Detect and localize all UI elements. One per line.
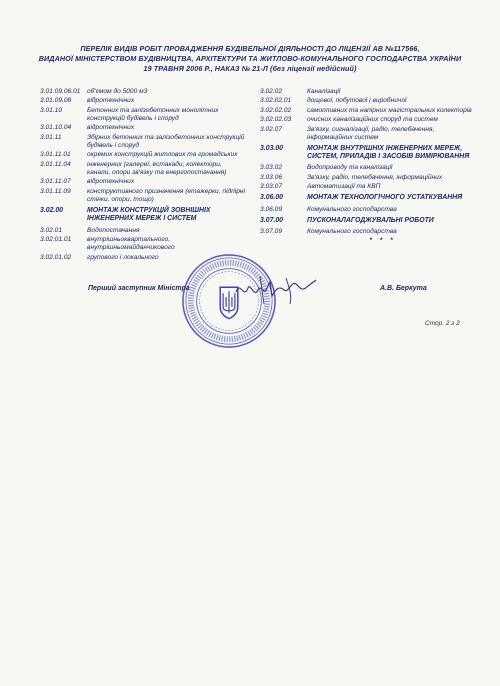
list-item: [40, 88, 245, 96]
item-code: 3.03.07: [260, 183, 282, 191]
list-item: [40, 188, 245, 204]
item-text: Водопостачання: [87, 226, 140, 234]
item-text: Каналізації: [307, 88, 341, 95]
item-text: МОНТАЖ ВНУТРІШНІХ ІНЖЕНЕРНИХ МЕРЕЖ, СИСТЕМ, ПРИЛАДІВ І ЗАСОБІВ ВИМІРЮВАННЯ: [307, 144, 470, 161]
item-code: 3.01.11: [40, 133, 62, 141]
item-code: 3.01.11.04: [40, 160, 71, 168]
list-item: [40, 207, 245, 223]
list-item: [260, 206, 475, 214]
list-item: [40, 124, 245, 132]
item-text: дощової, побутової і виробничої: [307, 97, 407, 105]
item-text: Водопроводу та каналізації: [307, 164, 393, 172]
item-code: 3.07.00: [260, 216, 283, 224]
item-text: очисних каналізаційних споруд та систем: [307, 116, 438, 124]
list-item: [260, 164, 475, 172]
item-code: 3.01.11.07: [40, 178, 71, 186]
item-code: 3.07.09: [260, 227, 282, 235]
item-code: 3.03.06: [260, 173, 282, 181]
item-text: внутрішньоквартального, внутрішньомайданчикового: [87, 235, 175, 252]
item-text: Зв'язку, сигналізації, радіо, телебачення, інформаційних систем: [307, 125, 435, 141]
item-code: 3.01.09.06.01: [40, 88, 81, 95]
list-item: [40, 97, 245, 105]
list-item: [260, 116, 475, 124]
item-code: 3.01.11.01: [40, 151, 71, 159]
list-item: [260, 88, 475, 96]
list-item: [40, 134, 245, 150]
item-code: 3.02.02.03: [260, 116, 292, 124]
item-text: відротехнічних: [87, 97, 135, 105]
item-text: групового і локального: [87, 253, 159, 261]
handwritten-signature: [230, 270, 320, 310]
item-text: самопливних та напірних магістральних колекторів: [307, 106, 472, 114]
signatory-name: А.В. Беркута: [380, 285, 427, 292]
left-column: [40, 88, 245, 263]
item-code: 3.06.09: [260, 205, 282, 213]
item-text: МОНТАЖ ТЕХНОЛОГІЧНОГО УСТАТКУВАННЯ: [307, 194, 463, 202]
item-code: 3.02.01.01: [40, 235, 72, 243]
list-item: [260, 194, 475, 202]
list-item: [260, 217, 475, 225]
title-line-3: 19 ТРАВНЯ 2006 Р., НАКАЗ № 21-Л (без ліцензії недійсний): [143, 64, 357, 73]
list-item: [40, 178, 245, 186]
item-code: 3.01.09.08: [40, 97, 72, 105]
list-item: [40, 151, 245, 159]
title-line-2: ВИДАНОЇ МІНІСТЕРСТВОМ БУДІВНИЦТВА, АРХІТЕКТУРИ ТА ЖИТЛОВО-КОМУНАЛЬНОГО ГОСПОДАРСТВА УКРАЇНИ: [38, 54, 462, 63]
item-text: Комунального господарства: [307, 227, 397, 235]
item-code: 3.02.01: [40, 226, 62, 234]
item-code: 3.03.00: [260, 144, 283, 152]
list-item: [40, 236, 245, 252]
item-text: Збірних бетонних та залізобетонних конструкцій будівель і споруд: [87, 133, 245, 149]
list-item: [40, 227, 245, 235]
list-item: [40, 161, 245, 177]
item-code: 3.01.10.04: [40, 124, 72, 132]
item-text: Комунального господарства: [307, 205, 397, 213]
list-item: [260, 183, 475, 191]
item-text: відротехнічних: [87, 178, 135, 186]
signatory-position: Перший заступник Міністра: [88, 285, 190, 292]
document-title: [30, 44, 470, 74]
item-text: конструктивного призначення (етажерки, підпірні стінки, опори, тощо): [87, 187, 245, 203]
list-item: [260, 145, 475, 161]
item-text: Зв'язку, радіо, телебачення, інформаційних: [307, 173, 443, 181]
item-code: 3.01.10: [40, 106, 62, 114]
list-item: [260, 228, 475, 236]
end-marker: * * *: [369, 237, 396, 245]
item-text: Бетонних та залізобетонних монолітних конструкцій будівель і споруд: [87, 106, 219, 122]
item-text: МОНТАЖ КОНСТРУКЦІЙ ЗОВНІШНІХ ІНЖЕНЕРНИХ МЕРЕЖ І СИСТЕМ: [87, 207, 211, 223]
item-text: інженерних (галереї, естакади, колектори, канали, опори зв'язку та енергопостачання): [87, 160, 227, 176]
item-text: відротехнічних: [87, 124, 135, 132]
item-code: 3.02.01.02: [40, 253, 72, 261]
item-code: 3.02.00: [40, 207, 63, 215]
item-text: ПУСКОНАЛАГОДЖУВАЛЬНІ РОБОТИ: [307, 216, 434, 224]
item-code: 3.06.00: [260, 194, 283, 202]
item-code: 3.02.02: [260, 88, 282, 95]
right-column: [260, 88, 475, 246]
list-item: [40, 107, 245, 123]
item-code: 3.02.02.02: [260, 106, 292, 114]
page-number: Стор. 2 з 2: [425, 320, 460, 327]
item-code: 3.03.02: [260, 164, 282, 172]
list-item: [260, 174, 475, 182]
item-text: об'ємом до 5000 м3: [87, 88, 148, 95]
item-code: 3.02.07: [260, 125, 282, 133]
title-line-1: ПЕРЕЛІК ВИДІВ РОБІТ ПРОВАДЖЕННЯ БУДІВЕЛЬНОЇ ДІЯЛЬНОСТІ ДО ЛІЦЕНЗІЇ АВ №117566,: [80, 44, 420, 53]
list-item: [260, 107, 475, 115]
item-text: Автоматизації та КВП: [307, 183, 381, 191]
list-item: [260, 126, 475, 142]
item-code: 3.02.02.01: [260, 97, 292, 105]
item-text: окремих конструкцій житлових та громадських: [87, 151, 238, 159]
item-code: 3.01.11.09: [40, 187, 71, 195]
list-item: [260, 97, 475, 105]
